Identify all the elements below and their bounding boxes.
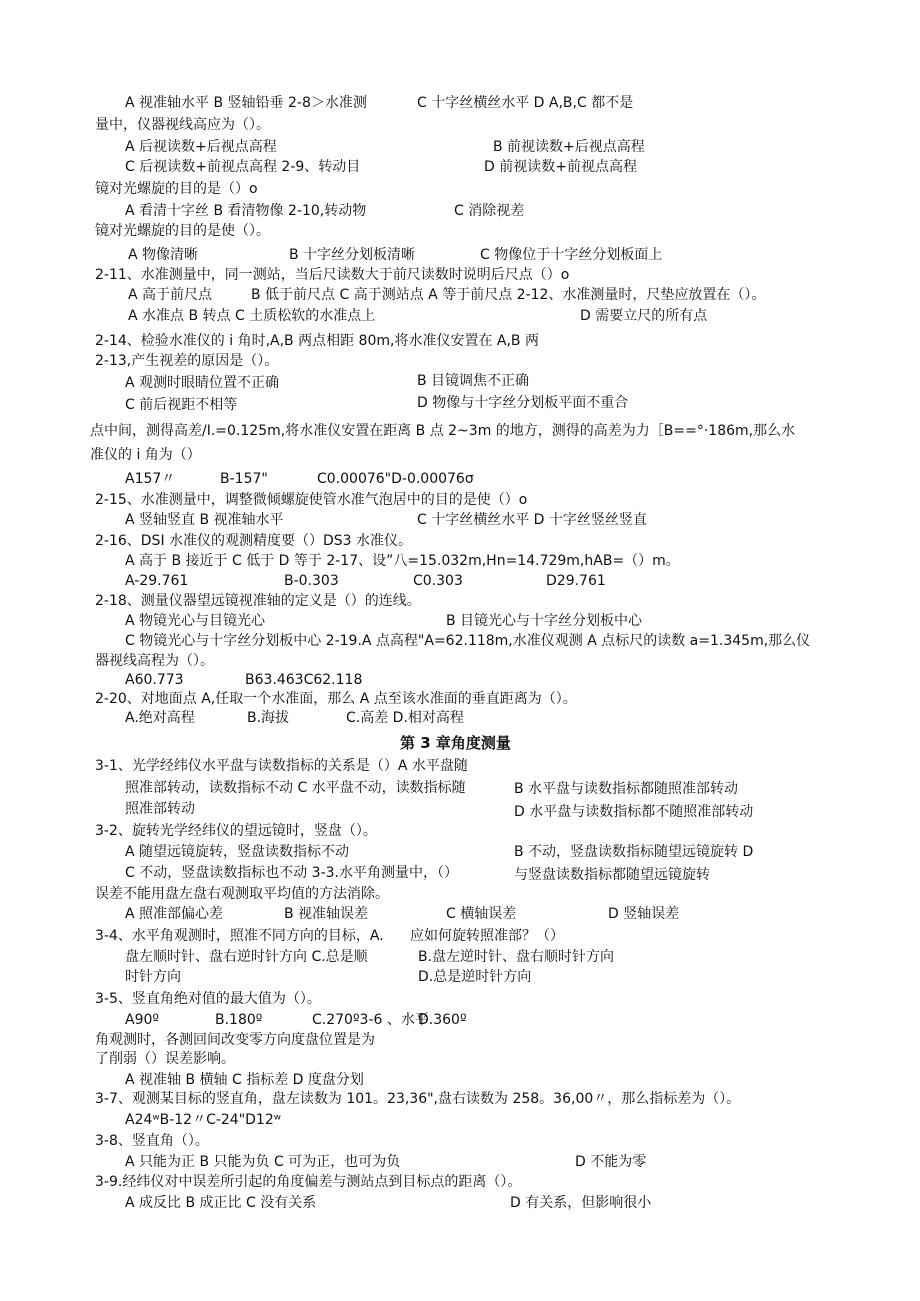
text-line: B-157" [220,471,268,487]
text-line: A 高于 B 接近于 C 低于 D 等于 2-17、设”八=15.032m,Hn=14.729m,hAB=（）m。 [125,553,680,569]
text-line: A90º [125,1012,159,1028]
text-line: A 成反比 B 成正比 C 没有关系 [125,1195,317,1211]
text-line: C 物镜光心与十字丝分划板中心 2-19.A 点高程"A=62.118m,水准仪观测 A 点标尺的读数 a=1.345m,那么仪 [125,633,811,649]
text-line: A 看清十字丝 B 看清物像 2-10,转动物 [125,203,367,219]
text-line: B 低于前尺点 C 高于测站点 A 等于前尺点 2-12、水准测量时，尺垫应放置在（）。 [251,287,766,303]
text-line: D 有关系，但影响很小 [510,1195,652,1211]
text-line: 角观测时，各测回间改变零方向度盘位置是为 [95,1032,375,1048]
text-line: 2-15、水准测量中，调整微倾螺旋使管水准气泡居中的目的是使（）o [95,492,528,508]
text-line: B 前视读数+后视点高程 [493,139,645,155]
text-line: A 竖轴竖直 B 视准轴水平 [125,512,284,528]
text-line: 3-2、旋转光学经纬仪的望远镜时，竖盘（）。 [95,823,377,839]
text-line: B63.463C62.118 [245,672,363,688]
text-line: B 视准轴误差 [284,906,369,922]
text-line: 2-18、测量仪器望远镜视准轴的定义是（）的连线。 [95,593,421,609]
text-line: D 前视读数+前视点高程 [484,159,637,175]
text-line: D.360º [418,1012,467,1028]
text-line: C 前后视距不相等 [125,397,238,413]
text-line: A 视准轴水平 B 竖轴铅垂 2-8＞水准测 [125,95,367,111]
text-line: A 随望远镜旋转，竖盘读数指标不动 [125,844,350,860]
text-line: C0.303 [413,573,463,589]
text-line: A157〃 [125,471,176,487]
text-line: 与竖盘读数指标都随望远镜旋转 [514,867,710,883]
text-line: 了削弱（）误差影响。 [95,1051,235,1067]
text-line: 3-4、水平角观测时，照准不同方向的目标，A. [95,928,384,944]
text-line: B.海拔 [247,710,290,726]
text-line: C 十字丝横丝水平 D 十字丝竖丝竖直 [417,512,647,528]
text-line: A 后视读数+后视点高程 [125,139,277,155]
text-line: 3-9.经纬仪对中误差所引起的角度偏差与测站点到目标点的距离（）。 [95,1174,522,1190]
text-line: C.高差 D.相对高程 [346,710,464,726]
text-line: C 横轴误差 [446,906,517,922]
text-line: C 物像位于十字丝分划板面上 [480,247,663,263]
text-line: D 水平盘与读数指标都不随照准部转动 [514,804,754,820]
text-line: B-0.303 [284,573,339,589]
text-line: B 水平盘与读数指标都随照准部转动 [514,781,739,797]
text-line: B 目镜调焦不正确 [417,373,530,389]
text-line: 3-5、竖直角绝对值的最大值为（）。 [95,991,321,1007]
text-line: 照准部转动，读数指标不动 C 水平盘不动，读数指标随 [125,780,466,796]
text-line: D 物像与十字丝分划板平面不重合 [417,395,629,411]
text-line: 镜对光螺旋的目的是使（）。 [95,223,270,239]
text-line: B 十字丝分划板清晰 [289,247,416,263]
text-line: 器视线高程为（）。 [95,653,214,669]
text-line: D.总是逆时针方向 [418,969,532,985]
text-line: C 消除视差 [454,203,525,219]
text-line: B.盘左逆时针、盘右顺时针方向 [418,949,615,965]
text-line: 3-7、观测某目标的竖直角，盘左读数为 101。23,36",盘右读数为 258。36,00〃，那么指标差为（）。 [95,1091,741,1107]
text-line: B.180º [215,1012,263,1028]
text-line: 点中间，测得高差/I.=0.125m,将水准仪安置在距离 B 点 2~3m 的地方，测得的高差为力［B==°·186m,那么水 [90,423,796,439]
text-line: A 物镜光心与目镜光心 [125,613,266,629]
text-line: C0.00076"D-0.00076σ [317,471,474,487]
text-line: 2-16、DSI 水准仪的观测精度要（）DS3 水准仪。 [95,533,413,549]
text-line: 3-8、竖直角（）。 [95,1133,209,1149]
text-line: A60.773 [125,672,184,688]
text-line: A 高于前尺点 [128,287,213,303]
text-line: D 需要立尺的所有点 [580,308,708,324]
text-line: A24ʷB-12〃C-24"D12ʷ [125,1112,281,1128]
text-line: 应如何旋转照准部？（） [410,928,564,944]
text-line: 误差不能用盘左盘右观测取平均值的方法消除。 [95,886,389,902]
text-line: C.270º3-6 、水平 [312,1012,429,1028]
text-line: 镜对光螺旋的目的是（）o [95,181,258,197]
text-line: D 不能为零 [575,1154,647,1170]
text-line: 2-13,产生视差的原因是（）。 [95,353,279,369]
text-line: C 十字丝横丝水平 D A,B,C 都不是 [417,95,634,111]
text-line: 时针方向 [125,969,181,985]
text-line: B 目镜光心与十字丝分划板中心 [446,613,643,629]
text-line: A 观测时眼睛位置不正确 [125,375,280,391]
text-line: A 照准部偏心差 [125,906,224,922]
text-line: 2-20、对地面点 A,任取一个水准面，那么 A 点至该水准面的垂直距离为（）。 [95,691,577,707]
text-line: A-29.761 [125,573,189,589]
text-line: A 水准点 B 转点 C 土质松软的水准点上 [128,308,376,324]
text-line: 2-11、水准测量中，同一测站，当后尺读数大于前尺读数时说明后尺点（）o [95,267,570,283]
text-line: A 只能为正 B 只能为负 C 可为正，也可为负 [125,1154,401,1170]
text-line: 3-1、光学经纬仪水平盘与读数指标的关系是（）A 水平盘随 [95,758,468,774]
text-line: A.绝对高程 [125,710,195,726]
text-line: B 不动，竖盘读数指标随望远镜旋转 D [514,844,754,860]
text-line: D29.761 [546,573,606,589]
text-line: 量中，仪器视线高应为（）。 [95,117,270,133]
text-line: D 竖轴误差 [608,906,680,922]
text-line: C 不动，竖盘读数指标也不动 3-3.水平角测量中，（） [125,865,458,881]
text-line: 2-14、检验水准仪的 i 角时,A,B 两点相距 80m,将水准仪安置在 A,B 两 [95,333,539,349]
chapter-heading: 第 3 章角度测量 [400,734,511,752]
text-line: 照准部转动 [125,801,195,817]
text-line: A 物像清晰 [128,247,199,263]
text-line: 盘左顺时针、盘右逆时针方向 C.总是顺 [125,949,368,965]
text-line: C 后视读数+前视点高程 2-9、转动目 [125,159,361,175]
text-line: 准仪的 i 角为（） [90,447,201,463]
text-line: A 视准轴 B 横轴 C 指标差 D 度盘分划 [125,1072,364,1088]
